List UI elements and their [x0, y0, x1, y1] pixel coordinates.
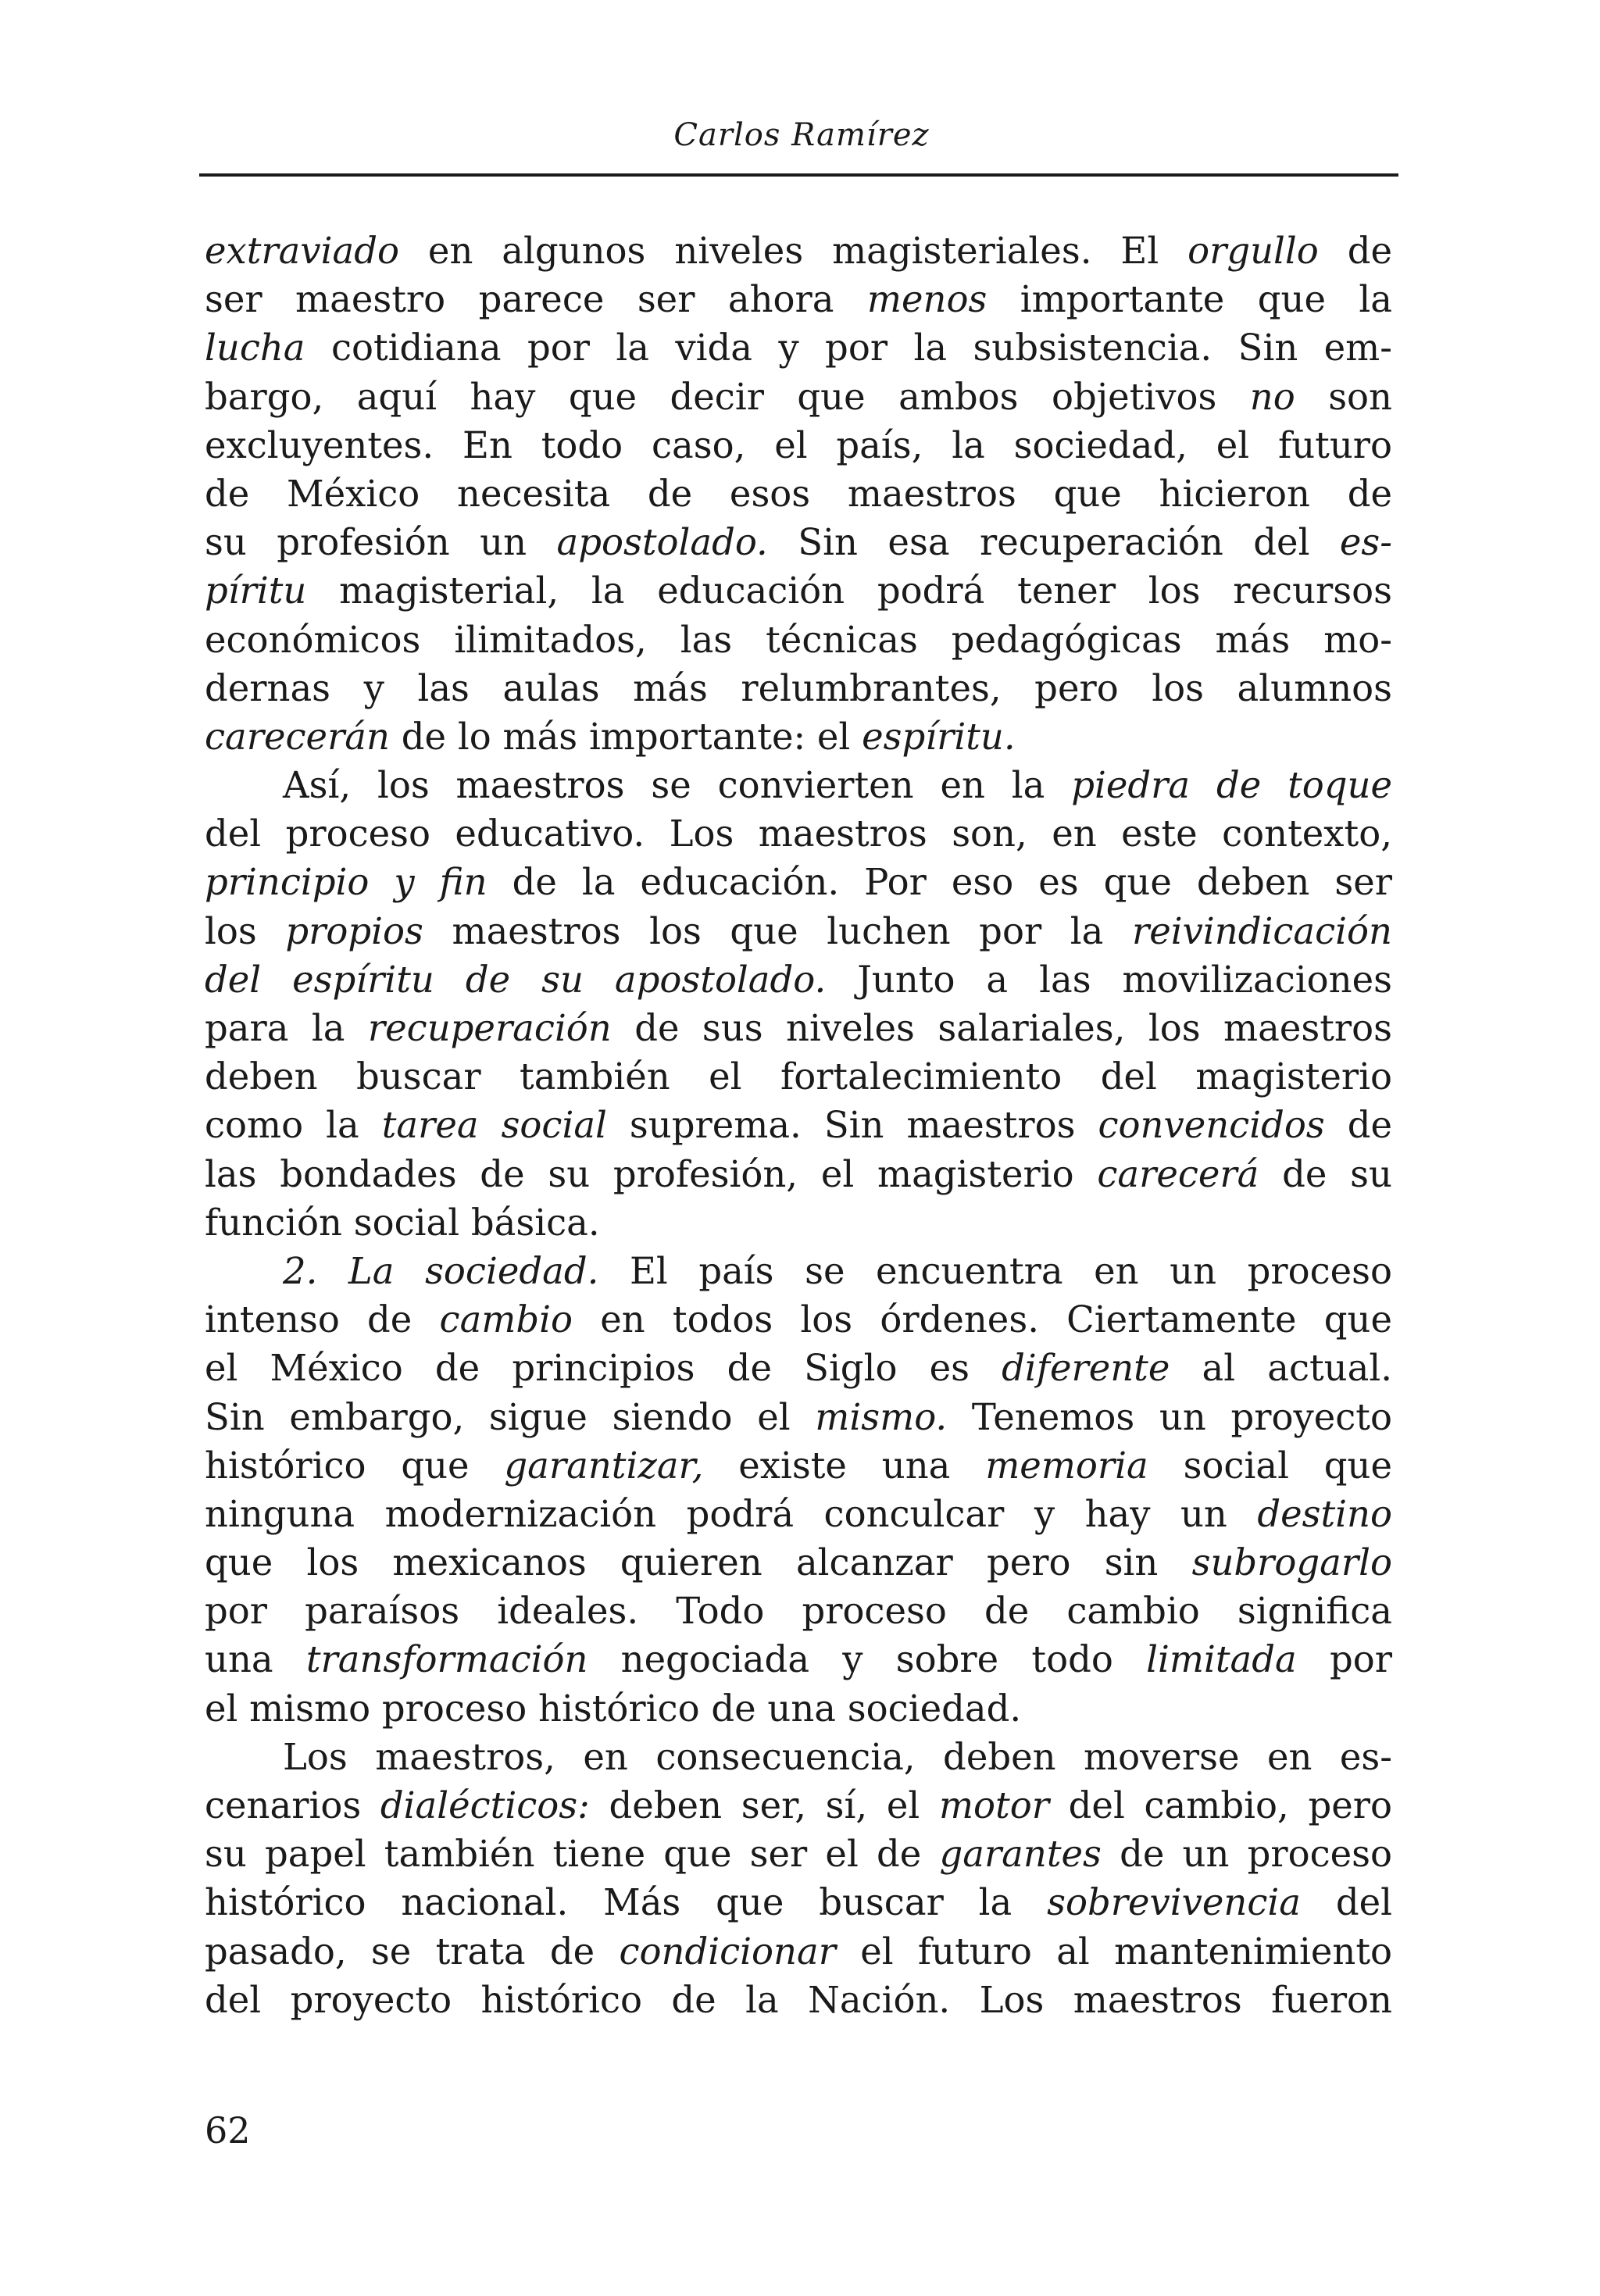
text-line: [205, 1344, 1392, 1392]
italic-text: memoria: [985, 1444, 1148, 1487]
text-line: [205, 275, 1392, 323]
text-run: como la: [205, 1104, 382, 1147]
text-line: [205, 712, 1392, 761]
italic-text: propios: [285, 909, 423, 952]
italic-text: extraviado: [205, 230, 400, 272]
text-run: económicos ilimitados, las técnicas pedagógicas más mo-: [205, 618, 1392, 661]
text-run: del proceso educativo. Los maestros son, en este contexto,: [205, 812, 1392, 855]
text-line: [205, 1733, 1392, 1781]
text-line: [205, 227, 1392, 275]
text-run: cenarios: [205, 1784, 380, 1826]
italic-text: dialécticos:: [380, 1784, 590, 1826]
text-line: [205, 1635, 1392, 1684]
text-run: magisterial, la educación podrá tener los recursos: [306, 570, 1392, 612]
text-run: intenso de: [205, 1298, 440, 1341]
text-run: ninguna modernización podrá conculcar y hay un: [205, 1492, 1258, 1535]
italic-text: garantizar,: [504, 1444, 704, 1487]
italic-text: limitada: [1146, 1638, 1297, 1681]
italic-text: motor: [938, 1784, 1049, 1826]
text-line: [205, 1052, 1392, 1101]
text-line: [205, 323, 1392, 372]
text-line: [205, 761, 1392, 809]
italic-text: carecerán: [205, 715, 390, 758]
italic-text: mismo.: [815, 1395, 948, 1438]
italic-text: piedra de toque: [1071, 764, 1392, 807]
text-line: [205, 1441, 1392, 1490]
text-line: [205, 1247, 1392, 1295]
text-line: [205, 1878, 1392, 1926]
italic-text: es-: [1339, 521, 1392, 564]
text-line: [205, 616, 1392, 664]
text-run: existe una: [703, 1444, 986, 1487]
text-line: [205, 907, 1392, 955]
text-run: Sin embargo, sigue siendo el: [205, 1395, 816, 1438]
italic-text: destino: [1257, 1492, 1392, 1535]
italic-text: píritu: [205, 570, 307, 612]
text-run: su papel también tiene que ser el de: [205, 1833, 940, 1876]
italic-text: recuperación: [367, 1007, 612, 1049]
italic-text: diferente: [1002, 1347, 1170, 1390]
text-line: [205, 470, 1392, 518]
text-line: [205, 664, 1392, 712]
text-line: [205, 858, 1392, 906]
italic-text: cambio: [439, 1298, 573, 1341]
text-run: que los mexicanos quieren alcanzar pero sin: [205, 1541, 1192, 1584]
italic-text: carecerá: [1097, 1152, 1259, 1195]
italic-text: transformación: [305, 1638, 588, 1681]
text-run: el México de principios de Siglo es: [205, 1347, 1002, 1390]
italic-text: apostolado.: [556, 521, 768, 564]
text-run: de México necesita de esos maestros que hicieron de: [205, 472, 1392, 515]
italic-text: principio y fin: [205, 861, 488, 904]
text-run: función social básica.: [205, 1201, 600, 1244]
text-run: Los maestros, en consecuencia, deben moverse en es-: [283, 1735, 1392, 1778]
text-run: deben buscar también el fortalecimiento del magisterio: [205, 1055, 1392, 1098]
text-run: Sin esa recuperación del: [767, 521, 1340, 564]
italic-text: condicionar: [619, 1930, 836, 1973]
text-run: importante que la: [987, 278, 1392, 321]
text-line: [205, 1198, 1392, 1247]
text-run: del proyecto histórico de la Nación. Los maestros fueron: [205, 1978, 1392, 2021]
running-head: Carlos Ramírez: [673, 117, 930, 153]
text-run: de su: [1259, 1152, 1392, 1195]
text-line: [205, 518, 1392, 566]
text-line: [205, 1538, 1392, 1587]
text-run: de: [1318, 230, 1392, 272]
text-line: [205, 566, 1392, 615]
text-run: en algunos niveles magisteriales. El: [399, 230, 1188, 272]
header-rule: [199, 173, 1398, 177]
text-run: El país se encuentra en un proceso: [598, 1249, 1392, 1292]
text-line: [205, 1393, 1392, 1441]
text-run: maestros los que luchen por la: [423, 909, 1133, 952]
text-line: [205, 1150, 1392, 1198]
italic-text: del espíritu de su apostolado.: [205, 958, 827, 1001]
text-run: histórico que: [205, 1444, 505, 1487]
text-line: [205, 809, 1392, 858]
text-line: [205, 955, 1392, 1004]
text-run: deben ser, sí, el: [589, 1784, 939, 1826]
text-run: de un proceso: [1101, 1833, 1392, 1876]
text-run: negociada y sobre todo: [588, 1638, 1147, 1681]
text-run: una: [205, 1638, 306, 1681]
text-run: por: [1296, 1638, 1392, 1681]
text-run: el mismo proceso histórico de una sociedad.: [205, 1687, 1022, 1730]
text-run: para la: [205, 1007, 368, 1049]
text-line: [205, 1781, 1392, 1830]
text-line: [205, 1684, 1392, 1733]
text-run: en todos los órdenes. Ciertamente que: [573, 1298, 1392, 1341]
text-line: [205, 1295, 1392, 1344]
text-run: de: [1324, 1104, 1392, 1147]
text-run: el futuro al mantenimiento: [835, 1930, 1392, 1973]
text-run: cotidiana por la vida y por la subsistencia. Sin em-: [305, 327, 1392, 370]
italic-text: subrogarlo: [1191, 1541, 1392, 1584]
italic-text: reivindicación: [1132, 909, 1392, 952]
text-run: excluyentes. En todo caso, el país, la sociedad, el futuro: [205, 423, 1392, 466]
text-run: Así, los maestros se convierten en la: [283, 764, 1072, 807]
italic-text: garantes: [939, 1833, 1102, 1876]
italic-text: no: [1249, 375, 1295, 418]
italic-text: lucha: [205, 327, 305, 370]
italic-text: sobrevivencia: [1047, 1881, 1301, 1924]
text-line: [205, 1976, 1392, 2024]
text-run: de lo más importante: el: [389, 715, 862, 758]
text-run: suprema. Sin maestros: [606, 1104, 1098, 1147]
italic-text: espíritu.: [862, 715, 1016, 758]
text-run: por paraísos ideales. Todo proceso de cambio significa: [205, 1590, 1392, 1633]
text-run: de la educación. Por eso es que deben ser: [487, 861, 1392, 904]
text-line: [205, 421, 1392, 470]
text-run: social que: [1148, 1444, 1392, 1487]
body-text: [205, 227, 1392, 2024]
italic-text: convencidos: [1098, 1104, 1325, 1147]
text-run: al actual.: [1170, 1347, 1392, 1390]
text-line: [205, 373, 1392, 421]
text-run: pasado, se trata de: [205, 1930, 620, 1973]
text-line: [205, 1004, 1392, 1052]
italic-text: 2. La sociedad.: [283, 1249, 599, 1292]
text-run: dernas y las aulas más relumbrantes, pero los alumnos: [205, 666, 1392, 709]
text-line: [205, 1101, 1392, 1149]
page-number: 62: [205, 2109, 251, 2151]
text-run: histórico nacional. Más que buscar la: [205, 1881, 1048, 1924]
text-line: [205, 1587, 1392, 1635]
text-run: bargo, aquí hay que decir que ambos objetivos: [205, 375, 1250, 418]
text-run: los: [205, 909, 286, 952]
text-run: ser maestro parece ser ahora: [205, 278, 867, 321]
text-line: [205, 1927, 1392, 1976]
text-run: de sus niveles salariales, los maestros: [611, 1007, 1392, 1049]
text-run: su profesión un: [205, 521, 557, 564]
text-line: [205, 1490, 1392, 1538]
text-run: las bondades de su profesión, el magisterio: [205, 1152, 1098, 1195]
italic-text: tarea social: [381, 1104, 607, 1147]
text-line: [205, 1830, 1392, 1878]
italic-text: menos: [866, 278, 988, 321]
text-run: son: [1295, 375, 1392, 418]
text-run: Tenemos un proyecto: [947, 1395, 1392, 1438]
text-run: del cambio, pero: [1048, 1784, 1392, 1826]
text-run: del: [1300, 1881, 1392, 1924]
italic-text: orgullo: [1188, 230, 1319, 272]
text-run: Junto a las movilizaciones: [826, 958, 1392, 1001]
